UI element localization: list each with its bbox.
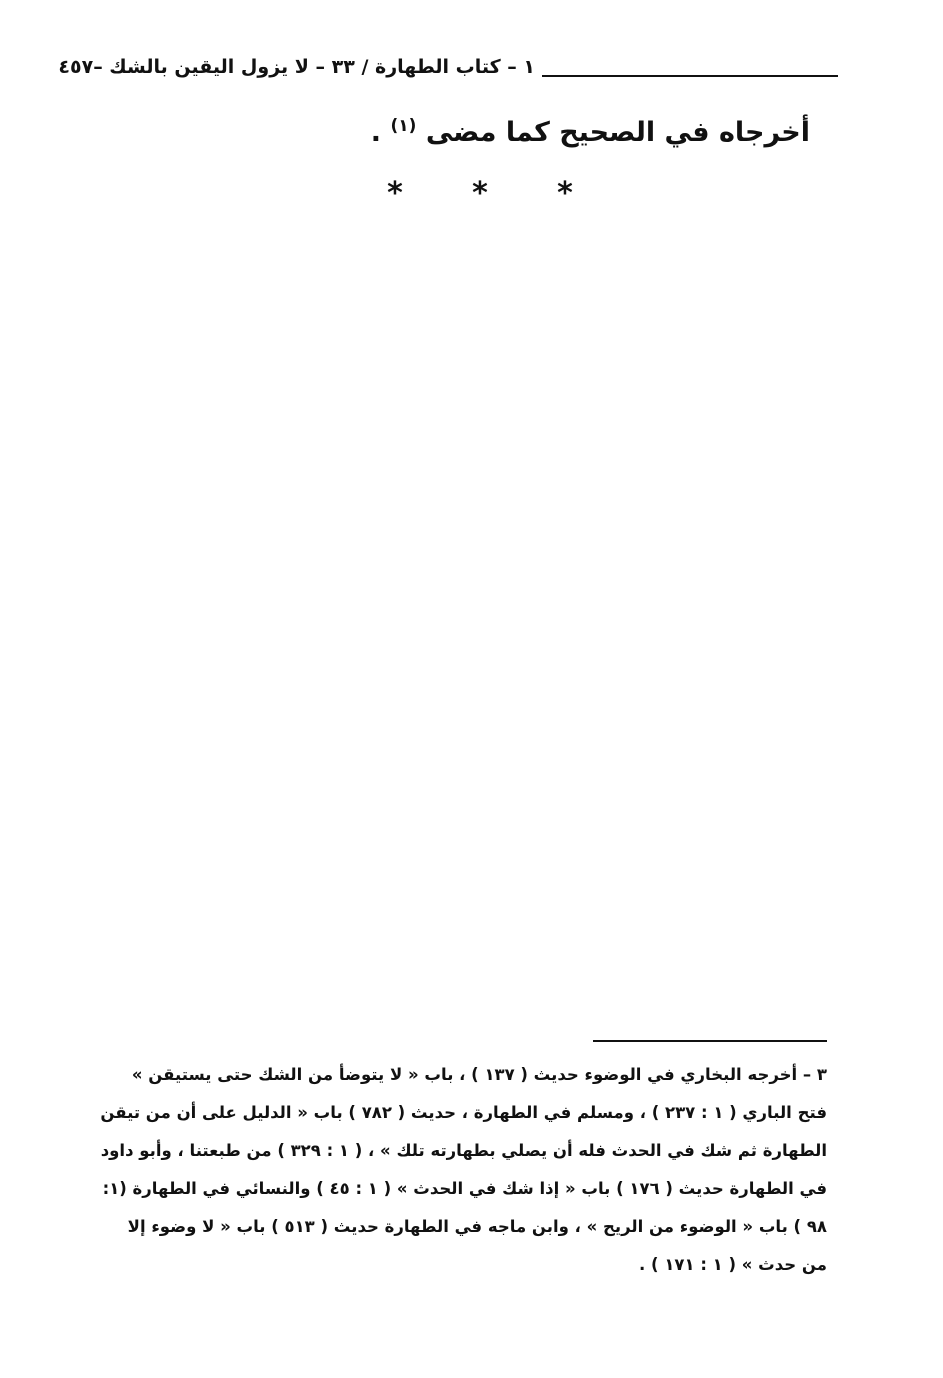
footnote-line: ٣ – أخرجه البخاري في الوضوء حديث ( ١٣٧ ) ، باب « لا يتوضأ من الشك حتى يستيقن » <box>131 1065 827 1084</box>
asterisk-icon: * <box>557 176 573 211</box>
footnote-line: من حدث » ( ١ : ١٧١ ) . <box>639 1255 827 1274</box>
header-rule <box>542 75 838 77</box>
asterisk-icon: * <box>472 176 488 211</box>
footnote-rule <box>593 1040 827 1042</box>
running-header <box>58 56 838 92</box>
section-separator <box>380 176 580 211</box>
footnote-line: في الطهارة حديث ( ١٧٦ ) باب « إذا شك في الحدث » ( ١ : ٤٥ ) والنسائي في الطهارة (١: <box>102 1179 827 1198</box>
footnote-line: ٩٨ ) باب « الوضوء من الريح » ، وابن ماجه في الطهارة حديث ( ٥١٣ ) باب « لا وضوء إلا <box>127 1217 827 1236</box>
footnote-line: الطهارة ثم شك في الحدث فله أن يصلي بطهارته تلك » ، ( ١ : ٣٢٩ ) من طبعتنا ، وأبو داود <box>100 1141 827 1160</box>
footnote-marker[interactable]: (١) <box>390 116 417 136</box>
body-end-punctuation: . <box>370 117 382 148</box>
asterisk-icon: * <box>387 176 403 211</box>
footnotes-block <box>100 1056 827 1284</box>
footnote-line: فتح الباري ( ١ : ٢٣٧ ) ، ومسلم في الطهارة ، حديث ( ٧٨٢ ) باب « الدليل على أن من تيقن <box>100 1103 827 1122</box>
running-title: ١ – كتاب الطهارة / ٣٣ – لا يزول اليقين بالشك –٤٥٧ <box>58 56 535 78</box>
body-text-line <box>371 116 810 148</box>
body-text: أخرجاه في الصحيح كما مضى <box>425 117 810 148</box>
